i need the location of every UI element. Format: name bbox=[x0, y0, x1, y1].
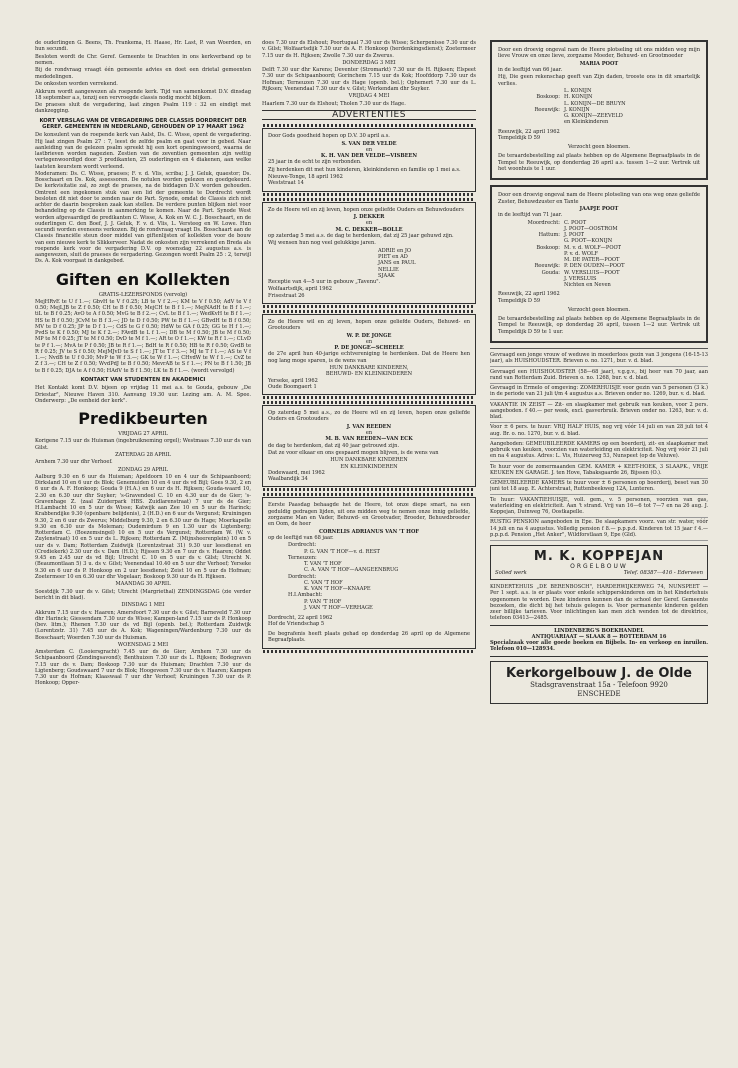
intro-para-4: De onkosten worden verrekend. bbox=[35, 81, 118, 88]
ad-text: Dat ze voor elkaar en ons gespaard mogen blijven, is de wens van bbox=[268, 449, 439, 456]
relative-name: J. VERSLUIS bbox=[564, 275, 597, 282]
ad-address: Hof de Vriendschap 5 bbox=[268, 621, 325, 628]
ad-signature: HUN DANKBARE KINDEREN bbox=[330, 457, 408, 464]
ad-name: S. VAN DER VELDE bbox=[341, 140, 397, 147]
ad-signature: EN KLEINKINDEREN bbox=[340, 463, 398, 470]
classified-ad: VAKANTIE IN ZEIST — Zit- en slaapkamer met gebruik van keuken, voor 2 pers. aangeboden. f 40.— per week, excl. gasverbruik. Brieven onder no. 1263, bur. v. d. blad. bbox=[490, 402, 708, 423]
ad-note: Verzocht geen bloemen. bbox=[567, 306, 631, 313]
de-olde-address: Stadsgravenstraat 15a - Telefoon 9920 bbox=[530, 680, 668, 689]
ad-note: Verzocht geen bloemen. bbox=[567, 144, 631, 151]
ad-text: Wij wensen hun nog veel gelukkige jaren. bbox=[268, 240, 376, 247]
ad-address: Waalbandijk 34 bbox=[268, 476, 308, 483]
ad-text: Receptie van 4—5 uur in gebouw „Tavenu". bbox=[268, 279, 381, 285]
giften-subheading: GRATIS-LEZERSFONDS (vervolg) bbox=[98, 291, 188, 298]
predik-day: ZATERDAG 28 APRIL bbox=[115, 451, 171, 458]
relative-name: T. VAN 'T HOF bbox=[304, 561, 342, 567]
ad-text: op de leeftijd van 68 jaar. bbox=[268, 534, 334, 541]
ad-name: MARIA POOT bbox=[579, 60, 619, 67]
relatives-list bbox=[498, 220, 700, 289]
lindenberg-name: LINDENBERG'S BOEKHANDEL bbox=[554, 627, 644, 634]
ad-child: NELLIE bbox=[378, 266, 399, 273]
ad-van-der-velde bbox=[262, 128, 476, 192]
report-heading: KORT VERSLAG VAN DE VERGADERING DER CLASSIS DORDRECHT DER GEREF. GEMEENTEN IN NEDERLAND, GEHOUDEN OP 17 MAART 1962 bbox=[39, 117, 247, 130]
relative-place: Reeuwijk: bbox=[534, 106, 560, 113]
relative-name: P. VAN 'T HOF bbox=[304, 598, 342, 605]
classified-ad: Te huur voor de zomermaanden GEM. KAMER + KEET-HOEK, 3 SLAAPK., VRIJE KEUKEN EN GARAGE. J. ten Hove, Tabaksgaarde 26, Bijssen (O.). bbox=[490, 464, 708, 479]
predik-continued: does 7.30 uur ds Elshout; Poortugaal 7.30 uur ds Wisse; Scherpenisse 7.30 uur ds v. Gilst; Wolfaartsdijk 7.30 uur ds A. F. Honkoop (herdenkingsdienst); Zoetermeer 7.15 uur ds H. Rijksen; Zwolle 7.30 uur ds Zwerus. bbox=[262, 40, 476, 59]
intro-para-5: Akkrum wordt aangewezen als roepende kerk. Tijd van samenkomst D.V. dinsdag 18 september a.s, tenzij een vervroegde classis nodig mocht blijken. bbox=[35, 88, 251, 101]
ad-name: CORNELIS ADRIANUS VAN 'T HOF bbox=[318, 528, 420, 535]
ad-text: Zo de Heere wil en zij leven, hopen onze geliefde Ouders, Behuwd- en Grootouders bbox=[268, 318, 470, 332]
predik-heading: Predikbeurten bbox=[78, 409, 208, 429]
ad-and: en bbox=[365, 338, 373, 345]
ad-and: en bbox=[365, 146, 373, 153]
classified-ad: Gevraagd een HUISHOUDSTER (58—68 jaar), v.g.g.v., bij heer van 70 jaar, aan rand van Rotterdam Zuid. Brieven o. no. 1268, bur. v. d. blad. bbox=[490, 369, 708, 384]
ad-text: Zij herdenken dit met hun kinderen, kleinkinderen en familie op 1 mei a.s. bbox=[268, 166, 461, 173]
ad-de-jonge bbox=[262, 314, 476, 395]
predik-text: Akkrum 7.15 uur ds v. Haaren; Amersfoort 7.30 uur ds v. Gilst; Barneveld 7.30 uur dhr Harinck; Giessendam 7.30 uur ds Wisse; Kampen-land 7.15 uur ds P. Honkoop (bev. litm.); Rhenen 7.30 uur ds vd Bijl (openb. bel.); Rotterdam Zuidwijk (Lorentzstr. 31) 7.45 uur ds A. Kok; Wageningen/Wardenburg 7.30 uur ds Bosschaart; Woerden 7.30 uur ds Huisman. bbox=[35, 609, 251, 641]
ad-name: M. C. DEKKER—BOLLE bbox=[335, 226, 403, 233]
ad-place-date: Dodewaard, mei 1962 bbox=[268, 469, 325, 476]
ad-address: Tempeldijk D 59 bbox=[498, 297, 541, 304]
classified-ad: GEMEUBILEERDE KAMERS te huur voor ± 6 personen op boerderij, beset van 30 juni tot 18 aug. E. Achterstraat, Ruttenbeekweg 12A, Lunteren. bbox=[490, 480, 708, 495]
relative-name: L. KONIJN bbox=[564, 88, 592, 95]
relative-name: P. DEN OUDEN—POOT bbox=[564, 263, 625, 270]
relative-name: P. v. d. WOLF bbox=[564, 250, 598, 257]
ad-text: Door een droevig ongeval nam de Heere plotseling van ons weg onze geliefde Zuster, Behuwdzuster en Tante bbox=[498, 192, 700, 205]
report-para-2: Moderamen: Ds. C. Wisse, praeses; F. v. d. Vlis, scriba; J. J. Geluk, quaestor; Ds. Bosschaart en Ds. Kok, assessoren. De notulen worden gelezen en goedgekeurd. De kerkvisitatie zal, zo zegt de praeses, na de biddagen D.V. worden gehouden. Omtrent een ingekomen stuk van een lid der gemeente te Dordrecht wordt besloten dit niet door te zenden naar de Part. Synode, omdat de Classis zich niet achter de daarin besproken zaak kan stellen. De verdere punten blijken niet voor behandeling op de Classis in aanmerking te komen. Naar de Part. Synode West worden afgevaardigd de predikanten C. Wisse, A. Kok en W. C. J. Bosschaart, en de ouderlingen C. den Boef, J. J. Geluk, F. v. d. Vlis, L. Versteeg en W. Lowe. Hun secundi worden eveneens verkozen. Bij de rondvraag vraagt Ds. Bosschaart aan de Classis financiële steun door middel van giftenlijsten of kollekten voor de bouw van een nieuwe kerk te Slikkerveer. Nadat de onkosten zijn verrekend en Breda als roepende kerk voor de vergadering D.V. op woensdag 22 augustus a.s. is aangewezen, sluit de praeses de vergadering. Gezongen wordt Psalm 25 : 2, terwijl Ds. A. Kok voorgaat in dankgebed. bbox=[35, 170, 251, 265]
lindenberg-ad bbox=[490, 625, 708, 657]
ad-text: in de leeftijd van 71 jaar. bbox=[498, 212, 563, 219]
relative-name: J. VAN 'T HOF—VERHAGE bbox=[304, 604, 373, 611]
ad-signature: HUN DANKBARE KINDEREN, bbox=[329, 365, 409, 372]
predik-text: Korigene 7.15 uur ds Huisman (ingebruikneming orgel); Westmaas 7.30 uur ds van Gilst. bbox=[35, 438, 251, 451]
ad-address: Weststraat 14 bbox=[268, 180, 304, 187]
ad-text: De teraardebestelling zal plaats hebben op de Algemene Begraafplaats in de Tempel te Reeuwijk, op donderdag 26 april a.s. tussen 1—2 uur. Vertrek uit het woonhuis te 1 uur. bbox=[498, 153, 700, 172]
classified-ad: Gevraagd een jonge vrouw of weduwe in moederloos gezin van 3 jongens (16-15-13 jaar), als HUISHOUDSTER. Brieven o. no. 1271, bur. v. d. blad. bbox=[490, 352, 708, 367]
ad-place-date: Reeuwijk, 22 april 1962 bbox=[498, 291, 560, 298]
classified-ad: Aangeboden: GEMEUBILEERDE KAMERS op een boerderij, zit- en slaapkamer met gebruik van keuken, voorzien van waterleiding en elektriciteit. Nog vrij vóór 21 juli en na 4 augustus. Adres: L. Vis, Huizerweg 53, Nunspeet (op de Veluwe). bbox=[490, 441, 708, 462]
relative-place: Boskoop: bbox=[536, 94, 560, 101]
de-olde-name: Kerkorgelbouw J. de Olde bbox=[506, 665, 692, 681]
ad-name: M. B. VAN REEDEN—VAN ECK bbox=[325, 436, 413, 443]
ad-text: 25 jaar in de echt te zijn verbonden. bbox=[268, 159, 362, 166]
koppejan-slogan: Solied werk bbox=[495, 569, 527, 576]
relative-name: K. VAN 'T HOF—KNAAPE bbox=[304, 586, 371, 592]
ad-text: de dag te herdenken, dat zij 40 jaar getrouwd zijn. bbox=[268, 442, 400, 449]
relative-place: Boskoop: bbox=[536, 244, 560, 251]
ad-name: J. DEKKER bbox=[353, 214, 385, 221]
relative-name: C. A. VAN 'T HOF—AANGEENBRUG bbox=[304, 567, 399, 574]
advertenties-heading: ADVERTENTIES bbox=[262, 110, 476, 120]
predik-day: DONDERDAG 3 MEI bbox=[342, 59, 396, 66]
column-middle bbox=[262, 40, 476, 654]
ad-text: Hij, Die geen rekenschap geeft van Zijn daden, trooste ons in dit smartelijk verlies. bbox=[498, 74, 700, 87]
ad-maria-poot bbox=[490, 40, 708, 180]
intro-para-2: Besloten wordt de Chr. Geref. Gemeente te Drachten in ons kerkverband op te nemen. bbox=[35, 53, 251, 66]
ad-text: Door een droevig ongeval nam de Heere plotseling uit ons midden weg mijn lieve Vrouw en onze lieve, zorgzame Moeder, Behuwd- en Grootmoeder bbox=[498, 47, 700, 60]
ad-place-date: Nieuwe-Tonge, 18 april 1962 bbox=[268, 174, 343, 181]
relative-place: Dordrecht: bbox=[288, 542, 317, 549]
relative-name: G. POOT—KONIJN bbox=[564, 238, 613, 245]
de-olde-city: ENSCHEDE bbox=[577, 689, 621, 698]
relatives-list bbox=[498, 88, 700, 126]
studenten-text: Het Kontakt komt D.V. bijeen op vrijdag 11 mei a.s. te Gouda, gebouw „De Driestar", Nieuwe Haven 310. Aanvang 19.30 uur. Lezing am. A. M. Spee. Onderwerp: „De eenheid der kerk". bbox=[35, 385, 251, 404]
predik-day: MAANDAG 30 APRIL bbox=[115, 581, 171, 588]
ad-place-date: Wolfaartsdijk, april 1962 bbox=[268, 286, 333, 293]
ad-text: Op zaterdag 5 mei a.s., zo de Heere wil en zij leven, hopen onze geliefde Ouders en Grootouders bbox=[268, 410, 470, 423]
relative-name: P. G. VAN 'T HOF—v. d. REST bbox=[304, 548, 380, 555]
ad-signature: BEHUWD- EN KLEINKINDEREN bbox=[325, 371, 413, 378]
relative-name: G. KONIJN—ZEEVELD bbox=[564, 113, 623, 120]
report-para-1: De konsulent van de roepende kerk van Aalst, Ds. C. Wisse, opent de vergadering. Hij laat zingen Psalm 27 : 7, leest de zelfde psalm en gaat voor in gebed. Naar aanleiding van de gelezen psalm spreekt hij een kort openingswoord, waarna de lastbrieven worden nagezien. Zestien van de zeventien gemeenten zijn wettig vertegenwoordigd door 3 predikanten, 25 ouderlingen en 4 diakenen, aan welke laatsten keurstem wordt verleend. bbox=[35, 132, 251, 170]
predik-day: VRIJDAG 27 APRIL bbox=[118, 431, 168, 438]
predik-day: WOENSDAG 2 MEI bbox=[117, 641, 169, 648]
classified-ad: RUSTIG PENSION aangeboden in Epe. De slaapkamers voorz. van str. water, vóór 14 juli en na 4 augustus. Volledig pension f 8.— p.p.p.d. Kinderen tot 15 jaar f 4.— p.p.p.d. Pension „Het Anker", Wildforstlaan 9, Epe (Gld). bbox=[490, 519, 708, 540]
ad-van-t-hof bbox=[262, 497, 476, 649]
ad-child: ADRIE en JO bbox=[378, 247, 412, 254]
classified-ad: Voor ± 6 pers. te huur: VRIJ HALF HUIS, nog vrij vóór 14 juli en van 28 juli tot 4 aug. Br. o. no. 1270, bur. v. d. blad. bbox=[490, 424, 708, 439]
ad-name: K. H. VAN DER VELDE—VISBEEN bbox=[320, 153, 418, 160]
relative-name: en Kleinkinderen bbox=[564, 119, 609, 126]
studenten-heading: KONTAKT VAN STUDENTEN EN AKADEMICI bbox=[80, 376, 206, 383]
ad-jaapje-poot bbox=[490, 185, 708, 343]
koppejan-ad bbox=[490, 545, 708, 581]
ad-text: Door Gods goedheid hopen op D.V. 30 april a.s. bbox=[268, 133, 390, 140]
kindertehuis-ad: KINDERTEHUIS „DE BERENBOSCH", HARDERWIJKERWEG 74, NUNSPEET — Per 1 sept. a.s. is er plaats voor enkele schipperskinderen om in het Kindertehuis opgenomen te worden. Deze kinderen kunnen dan de school der Geref. Gemeente bezoeken, die dicht bij het tehuis gelegen is. Voor permanente kinderen gelden zeer billijke tarieven. Voor inlichtingen kan men zich wenden tot de direktrice, telefoon 03413—2485. bbox=[490, 584, 708, 622]
predik-text: Arnhem 7.30 uur dhr Verhoef. bbox=[35, 459, 113, 466]
ad-van-reeden bbox=[262, 405, 476, 487]
relative-name: H. KONIJN bbox=[564, 94, 593, 101]
relative-name: C. VAN 'T HOF bbox=[304, 579, 343, 586]
relative-place: Gouda: bbox=[541, 269, 560, 276]
predik-text: Amsterdam C. (Looiersgracht) 7.45 uur ds de Gier; Arnhem 7.30 uur ds Schipaanboord (Zendingsavond); Benthuizen 7.30 uur ds L. Rijksen; Bodegraven 7.15 uur ds v. Dam; Boskoop 7.30 uur ds Huisman; Drachten 7.30 uur ds Ligtenberg; Goudswaard 7 uur ds Blok; Hoogeveen 7.30 uur ds v. Haaren; Kampen 7.30 uur ds Hofman; Klaaswaal 7 uur dhr Verhoef; Kruiningen 7.30 uur ds P. Honkoop; Opper- bbox=[35, 649, 251, 687]
giften-list: MejHRvE te U f 1.—; GbvH te V f 0.25; LB te V f 2.—; KM te V f 0.50; AdV te V f 0.50; MejLJB te Z f 0.50; CH te B f 0.50; MejCH te B f 1.—; MejNAdH te B f 1.—; tiL te B f 0.25; AvO te A f 0.50; MvG te B f 2.—; CvL te B f 1.—; WedKvH te B f 1.—; HS te B f 0.50; JCvM te B f 3.—; JD te D f 0.50; PW te B f 1.—; GBvdH te B f 0.50; MV te D f 0.25; JP te D f 1.—; CdS te G f 0.50; HdW te GA f 0.25; GG te H f 1.—; PvdS te K f 0.50; MJ te K f 2.—; FAvdB te L f 1.—; DB te M f 0.50; JB te M f 0.50; MP te M f 0.25; JT te M f 0.50; DvD te M f 1.—; AR te O f 1.—; KW te R f 1.—; CLvD te P f 1.—; MvA te P f 0.50; JB te R f 1.—; BdH te R f 0.50; HB te R f 0.50; GvdB te R f 0.25; JV te S f 0.50; MejMJvD te S f 1.—; JT te T f 3.—; MJ te T f 1.—; AS te V f 1.—; NvdB te U f 0.30; MvP te W f 3.—; GK te W f 1.—; CHvdW te W f 1.—; CvZ te Z f 3.—; CH te Z f 0.50; WvdPdJ te B f 0.50; MevrAB te S f 1.—; PN te B f 1.50; JB te B f 0.25; DJA te A f 0.50; HAdV te B f 1.50; LK te B f 1.—. (wordt vervolgd) bbox=[35, 298, 251, 374]
relative-place: Terneuzen: bbox=[288, 554, 317, 561]
relative-name: L. KONIJN—DE BRUYN bbox=[564, 100, 626, 107]
ad-place-date: Yerseke, april 1962 bbox=[268, 377, 318, 384]
predik-text: Soestdijk 7.30 uur ds v. Gilst; Utrecht (Margriethal) ZENDINGSDAG (zie verder bericht in dit blad). bbox=[35, 588, 251, 601]
relative-name: J. POOT—OOSTROM bbox=[564, 225, 618, 232]
ad-text: Zo de Heere wil en zij leven, hopen onze geliefde Ouders en Behuwdouders bbox=[268, 206, 464, 213]
column-left bbox=[35, 40, 251, 688]
koppejan-phone: Telef. 08387—416 - Ederveen bbox=[623, 569, 703, 576]
predik-day: ZONDAG 29 APRIL bbox=[117, 466, 169, 473]
ad-and: en bbox=[365, 220, 373, 227]
intro-para-1: de ouderlingen G. Beens, Th. Frankema, H. Haase, Hr. Last, P. van Woerden, en hun secundi. bbox=[35, 40, 251, 53]
ad-and: en bbox=[365, 430, 373, 436]
de-olde-ad bbox=[490, 661, 708, 704]
relative-name: W. VERSLUIS—POOT bbox=[564, 269, 620, 276]
relative-place: Dordrecht: bbox=[288, 573, 317, 580]
ad-address: Frisestraat 26 bbox=[268, 292, 305, 299]
giften-heading: Giften en Kollekten bbox=[55, 269, 231, 289]
intro-para-3: Bij de rondvraag vraagt één gemeente advies en doet een drietal gemeenten mededelingen. bbox=[35, 67, 251, 80]
ad-text: in de leeftijd van 66 jaar. bbox=[498, 66, 563, 73]
ad-address: Tempeldijk D 59 bbox=[498, 134, 541, 141]
relative-place: Moordrecht: bbox=[527, 219, 560, 226]
relative-name: J. POOT bbox=[564, 232, 585, 239]
predik-day: DINSDAG 1 MEI bbox=[121, 602, 165, 609]
relative-name: C. POOT bbox=[564, 219, 587, 226]
ad-name: JAAPJE POOT bbox=[579, 205, 619, 212]
ad-text: Eerste Paasdag behaagde het de Heere, tot onze diepe smart, na een geduldig gedragen lijden, uit ons midden weg te nemen onze innig geliefde, zorgzame Man en Vader, Behuwd- en Grootvader, Broeder, Behuwdbroeder en Oom, de heer bbox=[268, 502, 470, 528]
intro-para-6: De praeses sluit de vergadering, laat zingen Psalm 119 : 32 en eindigt met dankzegging. bbox=[35, 102, 251, 115]
ad-text: De begrafenis heeft plaats gehad op donderdag 26 april op de Algemene Begraafplaats. bbox=[268, 630, 470, 643]
relative-place: Hattum: bbox=[538, 232, 560, 239]
column-right bbox=[490, 40, 708, 704]
relative-name: Nichten en Neven bbox=[564, 282, 611, 289]
koppejan-name: M. K. KOPPEJAN bbox=[533, 548, 665, 564]
predik-text: Delft 7.30 uur dhr Karens; Deventer (Stromarkt) 7.30 uur ds H. Rijksen; Elspeet 7.30 uur ds Schipaanboord; Gorinchem 7.15 uur ds Kok; Hoofddorp 7.30 uur ds Hofman; Terneuzen 7.30 uur ds Hage (openb. bel.); Ophemert 7.30 uur ds L. Rijksen; Veenendaal 7.30 uur ds v. Gilst; Werkendam dhr Suyker. bbox=[262, 67, 476, 92]
ad-name: W. P. DE JONGE bbox=[346, 332, 392, 339]
ad-text: de 27e april hun 40-jarige echtvereniging te herdenken. Dat de Heere hen nog lang moge sparen, is de wens van bbox=[268, 351, 470, 364]
ad-child: SJAAK bbox=[378, 272, 395, 279]
ad-text: De teraardebestelling zal plaats hebben op de Algemene Begraafplaats in de Tempel te Reeuwijk, op donderdag 26 april, tussen 1—2 uur. Vertrek uit Tempeldijk D 59 te 1 uur. bbox=[498, 316, 700, 335]
ad-dekker bbox=[262, 202, 476, 304]
ad-child: PIET en AD bbox=[378, 254, 408, 260]
predik-day: VRIJDAG 4 MEI bbox=[348, 93, 390, 100]
relative-name: J. KONIJN bbox=[564, 106, 590, 113]
classified-ad: Gevraagd in Ermelo of omgeving: ZOMERHUISJE voor gezin van 5 personen (3 k.) in de periode van 21 juli t/m 4 augustus a.s. Brieven onder no. 1269, bur. v. d. blad. bbox=[490, 385, 708, 400]
relative-place: H.I.Ambacht: bbox=[288, 592, 323, 599]
relative-name: M. v. d. WOLF—POOT bbox=[564, 244, 622, 251]
koppejan-sub: ORGELBOUW bbox=[570, 562, 628, 570]
ad-address: Oude Boomgaert 1 bbox=[268, 383, 317, 390]
divider bbox=[490, 348, 708, 349]
relative-name: M. DE PATER—POOT bbox=[564, 257, 620, 264]
predik-text: Haarlem 7.30 uur ds Elshout; Tholen 7.30 uur ds Hage. bbox=[262, 100, 406, 107]
classified-ad: Te huur: VAKANTIEHUISJE, voll. gem., v. 5 personen, voorzien van gas, waterleiding en elektriciteit. Aan 't strand. Vrij van 16—6 tot 7—7 en na 26 aug. J. Koppejan, Duinweg 76, Oostkapelle. bbox=[490, 497, 708, 518]
ad-name: J. VAN REEDEN bbox=[346, 423, 392, 430]
ad-name: P. DE JONGE—SCHEELE bbox=[334, 345, 404, 352]
lindenberg-text: Specialzaak voor alle goede boeken en Bijbels. In- en verkoop en inruilen. Telefoon 010—128934. bbox=[490, 640, 708, 653]
predik-text: Aalburg 9.30 en 6 uur ds Huisman; Apeldoorn 10 en 4 uur ds Schipaanboord; Dirksland 10 en 6 uur ds Blok; Genemuiden 10 en 4 uur ds vd Bijl; Goes 9.30, 2 en 6 uur ds A. F. Honkoop; Gouda 9 (H.A.) en 6 uur ds H. Rijksen; Gouda-waard 10, 2.30 en 6.30 uur dhr Suyker; 's-Gravendeel C. 10 en 4.30 uur ds de Gier; 's-Gravenhage Z. (zaal Zuiderpark HBS. Zuidlarenstraat) 7 uur ds de Gier; H.Lambacht 10 en 5 uur ds Wisse; Katwijk aan Zee 10 en 5 uur ds Harinck; Krabbendijke 9.30 (openbare belijdenis), 2 (H.D.) en 6 uur ds Vergunst; Kruiningen 9.30, 2 en 6 uur ds Zwerus; Middelburg 9.30, 2 en 6.30 uur ds Hage; Moerkapelle 9.30 en 6.30 uur ds Moleman; Oudemirdum 9 en 1.30 uur ds Ligtenberg; Rotterdam C. (Boezemsingel) 10 en 5 uur ds Vergunst; Rotterdam W. (W. v. Zuylenstraat) 10 en 5 uur ds L. Rijksen; Rotterdam Z. (Mijnsheerenplein) 10 en 5 uur ds v. Dam; Rotterdam Zuidwijk (Lorentzstraat 31) 9.30 uur leesdienst en (Crediekerk) 2.30 uur ds v. Dam (H.D.); Rijssen 9.30 en 7 uur ds v. Haaren; Oddet 9.45 en 2.45 uur ds vd Bijl; Utrecht C. 10 en 5 uur ds v. Gilst; Utrecht N. (Beaumontlaan 5) 3 u. ds v. Gilst; Veenendaal 10.40 en 5 uur dhr Verhoef; Yerseke 9.30 en 6 uur ds P. Honkoop en 2 uur leesdienst; Zeist 10 en 5 uur ds Hofman; Zoetermeer 10 en 6.30 uur dhr Vogelaar; Boskoop 9.30 uur ds H. Rijksen. bbox=[35, 473, 251, 580]
ad-place-date: Reeuwijk, 22 april 1962 bbox=[498, 128, 560, 135]
relative-place: Reeuwijk: bbox=[534, 263, 560, 270]
ad-child: JANS en PAUL bbox=[378, 260, 416, 267]
ad-place-date: Dordrecht, 22 april 1962 bbox=[268, 615, 333, 621]
ad-text: op zaterdag 5 mei a.s. de dag te herdenken, dat zij 25 jaar gehuwd zijn. bbox=[268, 232, 454, 239]
lindenberg-address: ANTIQUARIAAT — SLAAK 8 — ROTTERDAM 16 bbox=[531, 633, 667, 640]
